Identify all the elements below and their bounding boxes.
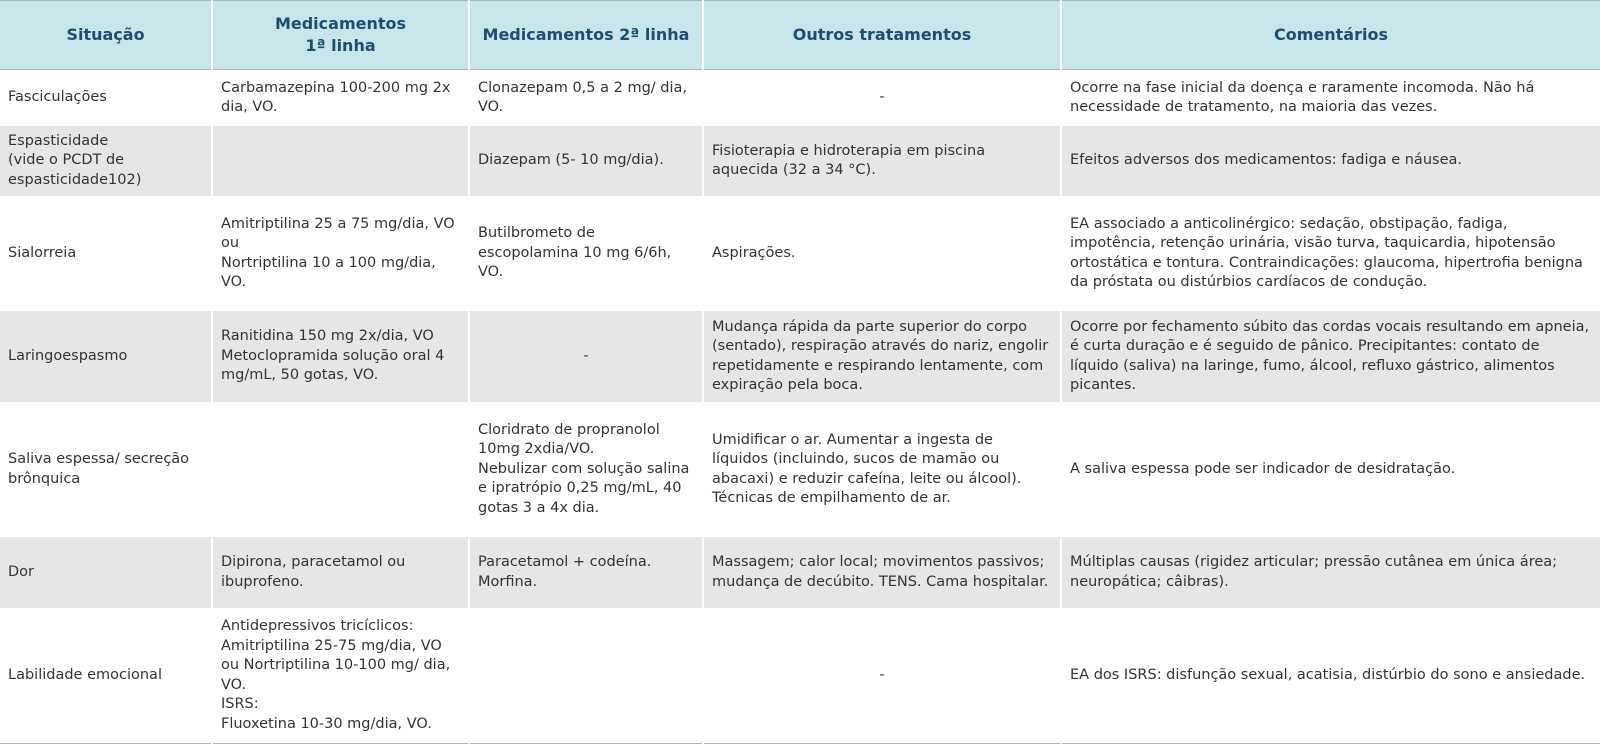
header-row [0,1,1600,70]
cell-med2: - [469,311,703,402]
cell-med1 [212,402,469,537]
table-row [0,196,1600,311]
cell-outros: - [703,70,1061,127]
cell-med2: Paracetamol + codeína. Morfina. [469,537,703,608]
cell-med2: Clonazepam 0,5 a 2 mg/ dia, VO. [469,70,703,127]
table-row [0,608,1600,744]
cell-outros: Umidificar o ar. Aumentar a ingesta de líquidos (incluindo, sucos de mamão ou abacaxi) e reduzir cafeína, leite ou álcool). Técnicas de empilhamento de ar. [703,402,1061,537]
cell-situacao: Sialorreia [0,196,212,311]
cell-situacao: Saliva espessa/ secreção brônquica [0,402,212,537]
cell-med1 [212,126,469,196]
cell-outros: Aspirações. [703,196,1061,311]
cell-situacao: Fasciculações [0,70,212,127]
cell-med1: Carbamazepina 100-200 mg 2x dia, VO. [212,70,469,127]
cell-comentarios: Efeitos adversos dos medicamentos: fadiga e náusea. [1061,126,1600,196]
cell-outros: Mudança rápida da parte superior do corpo (sentado), respiração através do nariz, engolir repetidamente e respirando lentamente, com expiração pela boca. [703,311,1061,402]
cell-comentarios: Múltiplas causas (rigidez articular; pressão cutânea em única área; neuropática; câibras). [1061,537,1600,608]
cell-comentarios: Ocorre na fase inicial da doença e raramente incomoda. Não há necessidade de tratamento, na maioria das vezes. [1061,70,1600,127]
header-outros-tratamentos: Outros tratamentos [703,1,1061,70]
cell-med1: Ranitidina 150 mg 2x/dia, VO Metoclopramida solução oral 4 mg/mL, 50 gotas, VO. [212,311,469,402]
table-row [0,126,1600,196]
cell-outros: - [703,608,1061,744]
header-medicamentos-2a-linha: Medicamentos 2ª linha [469,1,703,70]
cell-outros: Massagem; calor local; movimentos passivos; mudança de decúbito. TENS. Cama hospitalar. [703,537,1061,608]
cell-situacao: Laringoespasmo [0,311,212,402]
table-row [0,70,1600,127]
cell-med1: Antidepressivos tricíclicos: Amitriptilina 25-75 mg/dia, VO ou Nortriptilina 10-100 mg/ dia, VO. ISRS: Fluoxetina 10-30 mg/dia, VO. [212,608,469,744]
table-row [0,402,1600,537]
cell-comentarios: EA associado a anticolinérgico: sedação, obstipação, fadiga, impotência, retenção urinária, visão turva, taquicardia, hipotensão ortostática e tontura. Contraindicações: glaucoma, hipertrofia benigna da próstata ou distúrbios cardíacos de condução. [1061,196,1600,311]
cell-situacao: Espasticidade (vide o PCDT de espasticidade102) [0,126,212,196]
cell-med2 [469,608,703,744]
header-medicamentos-1a-linha: Medicamentos 1ª linha [212,1,469,70]
table-row [0,537,1600,608]
cell-med2: Diazepam (5- 10 mg/dia). [469,126,703,196]
cell-comentarios: A saliva espessa pode ser indicador de desidratação. [1061,402,1600,537]
cell-comentarios: EA dos ISRS: disfunção sexual, acatisia, distúrbio do sono e ansiedade. [1061,608,1600,744]
cell-med2: Butilbrometo de escopolamina 10 mg 6/6h, VO. [469,196,703,311]
cell-situacao: Dor [0,537,212,608]
cell-med1: Dipirona, paracetamol ou ibuprofeno. [212,537,469,608]
cell-med1: Amitriptilina 25 a 75 mg/dia, VO ou Nortriptilina 10 a 100 mg/dia, VO. [212,196,469,311]
header-comentarios: Comentários [1061,1,1600,70]
cell-med2: Cloridrato de propranolol 10mg 2xdia/VO. Nebulizar com solução salina e ipratrópio 0,25 mg/mL, 40 gotas 3 a 4x dia. [469,402,703,537]
cell-situacao: Labilidade emocional [0,608,212,744]
header-situacao: Situação [0,1,212,70]
cell-comentarios: Ocorre por fechamento súbito das cordas vocais resultando em apneia, é curta duração e é seguido de pânico. Precipitantes: contato de líquido (saliva) na laringe, fumo, álcool, refluxo gástrico, alimentos picantes. [1061,311,1600,402]
table-row [0,311,1600,402]
cell-outros: Fisioterapia e hidroterapia em piscina aquecida (32 a 34 °C). [703,126,1061,196]
